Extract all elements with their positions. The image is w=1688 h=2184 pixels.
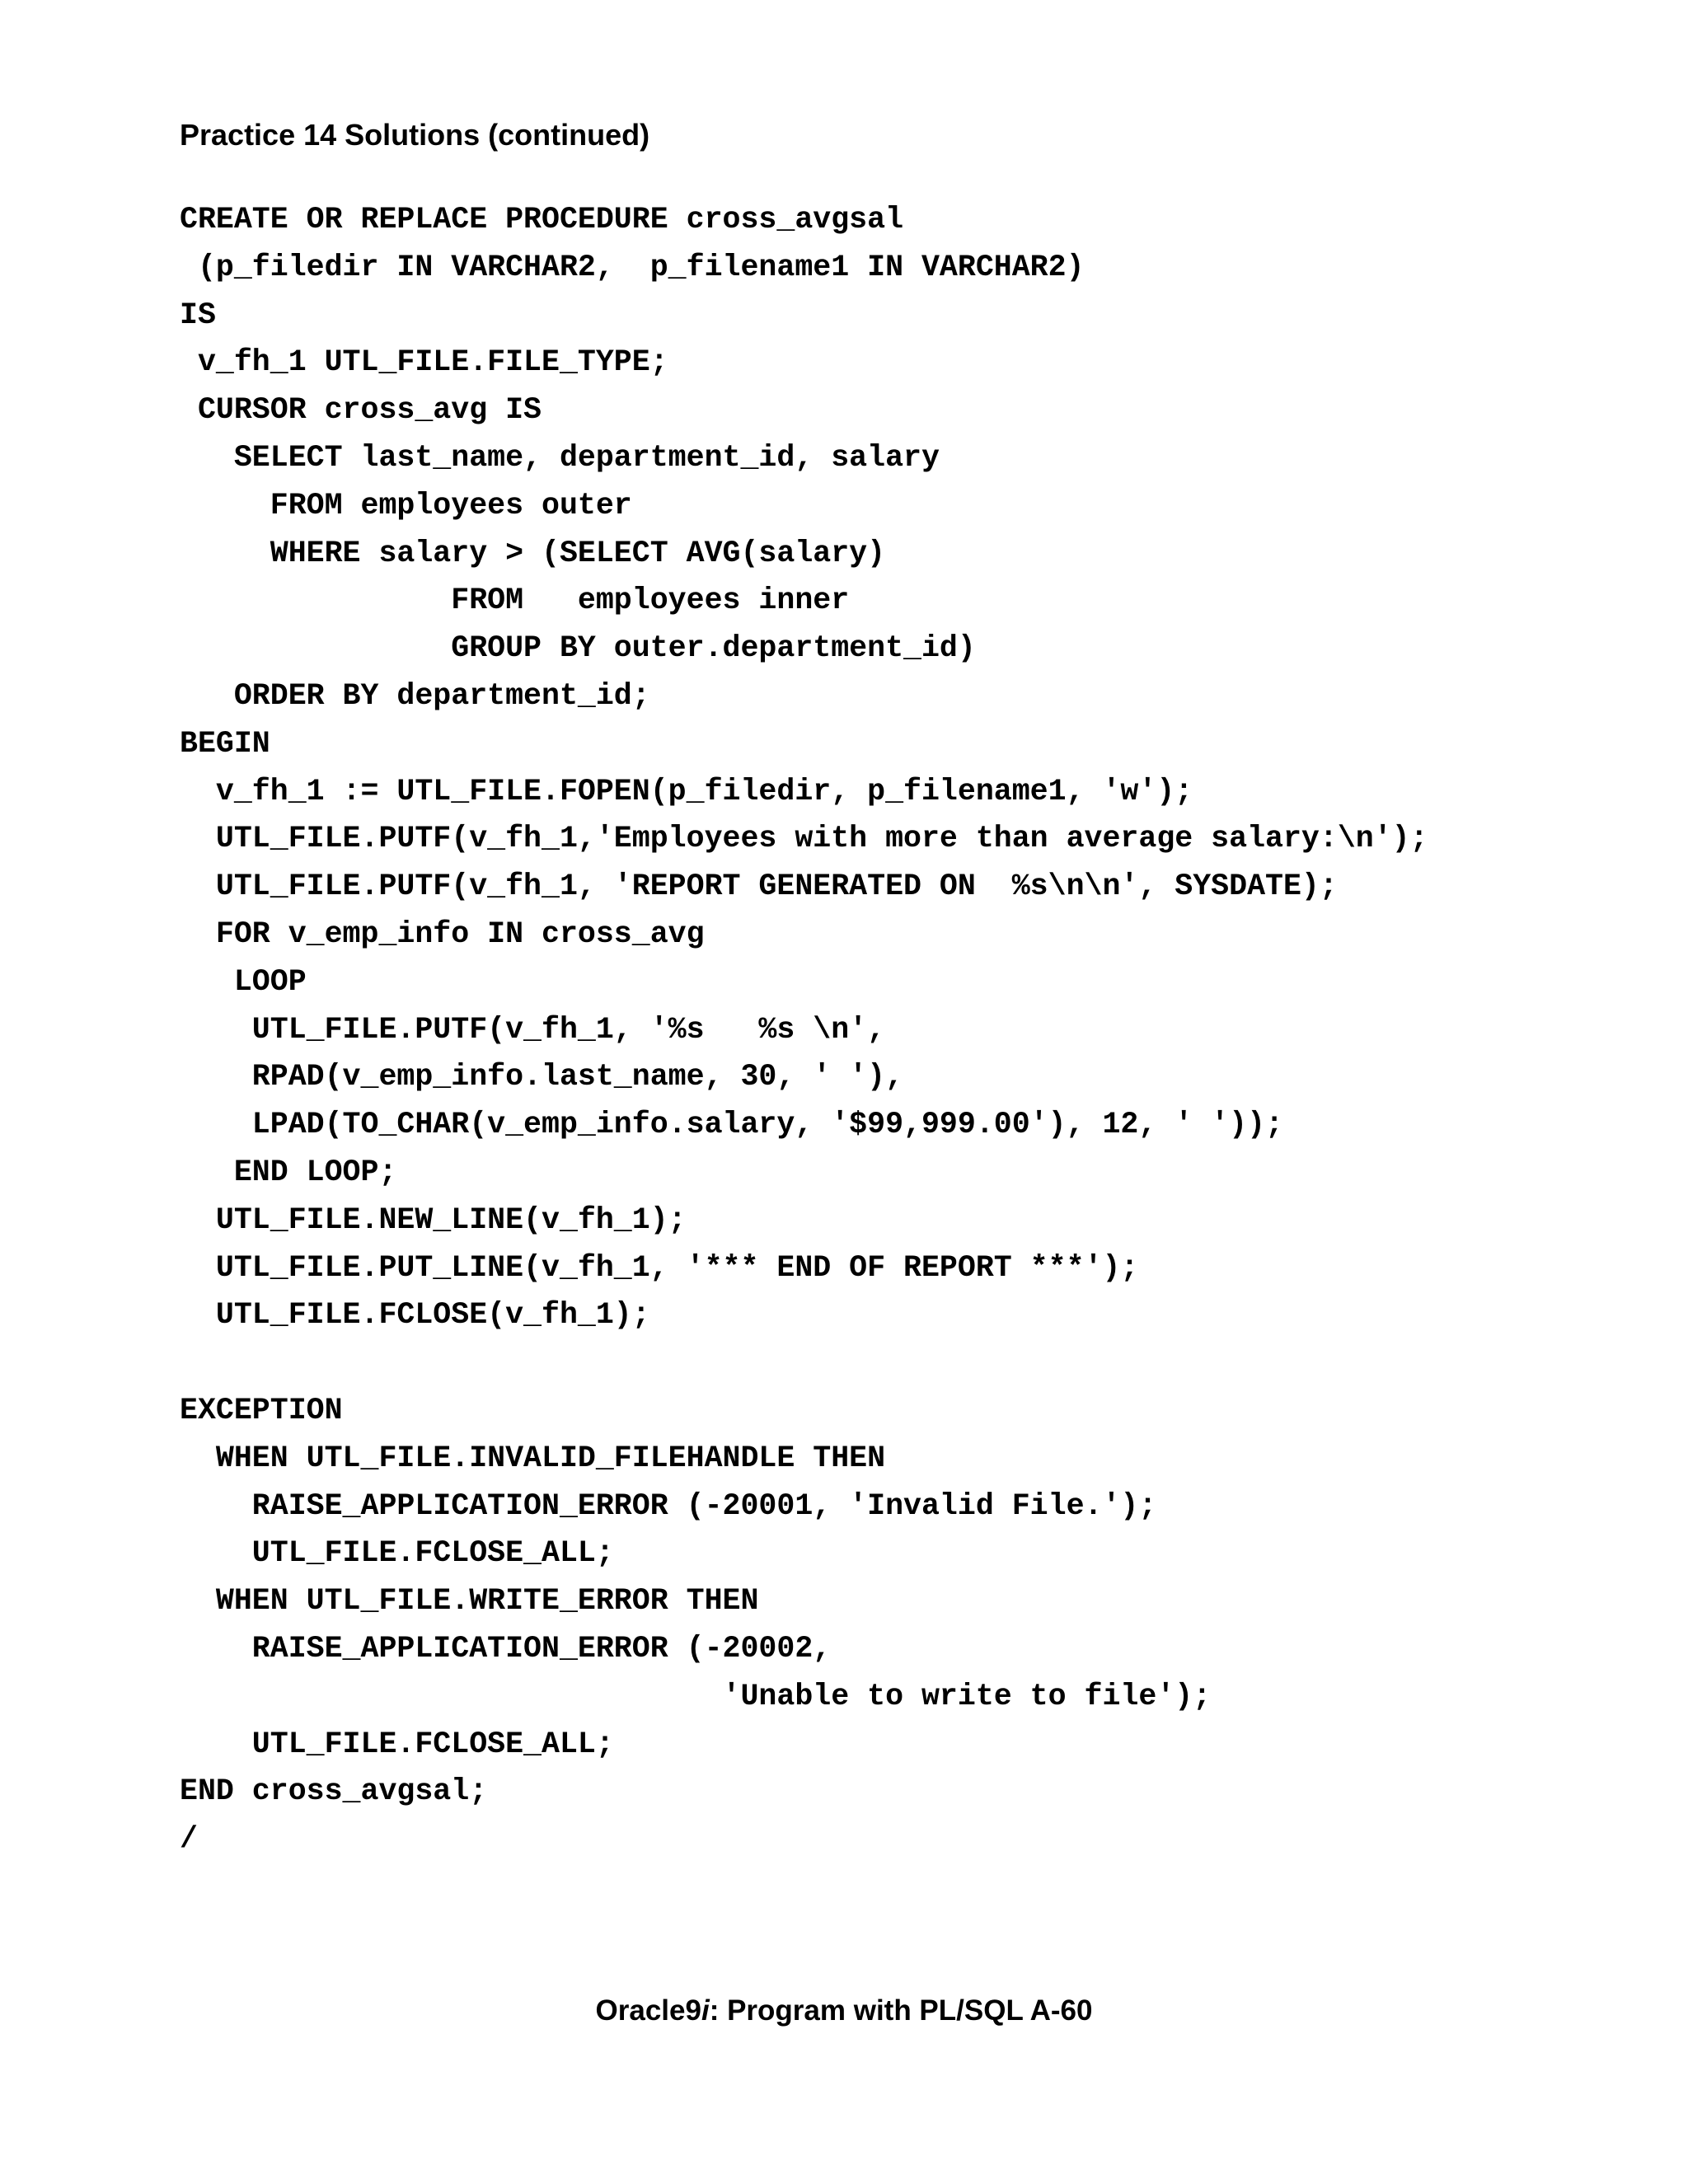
- code-line: RAISE_APPLICATION_ERROR (-20002,: [180, 1631, 832, 1666]
- code-line: ORDER BY department_id;: [180, 678, 650, 713]
- code-line: BEGIN: [180, 726, 270, 761]
- code-line: (p_filedir IN VARCHAR2, p_filename1 IN VARCHAR2): [180, 250, 1085, 284]
- code-line: UTL_FILE.FCLOSE(v_fh_1);: [180, 1298, 650, 1333]
- page-footer: [0, 1991, 1688, 2031]
- footer-page-label: : Program with PL/SQL A-60: [709, 1994, 1093, 2027]
- code-line: WHEN UTL_FILE.WRITE_ERROR THEN: [180, 1584, 759, 1619]
- code-line: CREATE OR REPLACE PROCEDURE cross_avgsal: [180, 203, 904, 237]
- code-line: UTL_FILE.PUT_LINE(v_fh_1, '*** END OF REPORT ***');: [180, 1250, 1139, 1285]
- code-line: UTL_FILE.FCLOSE_ALL;: [180, 1536, 614, 1571]
- code-line: FROM employees inner: [180, 583, 850, 618]
- code-line: RAISE_APPLICATION_ERROR (-20001, 'Invalid File.');: [180, 1488, 1157, 1523]
- code-line: UTL_FILE.NEW_LINE(v_fh_1);: [180, 1202, 687, 1237]
- code-line: v_fh_1 UTL_FILE.FILE_TYPE;: [180, 345, 668, 380]
- code-line: FOR v_emp_info IN cross_avg: [180, 916, 705, 951]
- code-line: END LOOP;: [180, 1155, 397, 1189]
- code-line: SELECT last_name, department_id, salary: [180, 440, 940, 475]
- code-block: [180, 196, 1428, 1863]
- code-line: UTL_FILE.PUTF(v_fh_1, 'REPORT GENERATED ON %s\n\n', SYSDATE);: [180, 869, 1338, 904]
- code-line: LPAD(TO_CHAR(v_emp_info.salary, '$99,999.00'), 12, ' '));: [180, 1108, 1283, 1142]
- code-line: LOOP: [180, 964, 307, 999]
- code-line: WHEN UTL_FILE.INVALID_FILEHANDLE THEN: [180, 1441, 886, 1475]
- code-line: RPAD(v_emp_info.last_name, 30, ' '),: [180, 1060, 904, 1094]
- code-line: IS: [180, 298, 216, 332]
- code-line: 'Unable to write to file');: [180, 1679, 1212, 1713]
- code-line: FROM employees outer: [180, 488, 632, 523]
- code-line: UTL_FILE.PUTF(v_fh_1, '%s %s \n',: [180, 1012, 886, 1047]
- code-line: v_fh_1 := UTL_FILE.FOPEN(p_filedir, p_filename1, 'w');: [180, 774, 1193, 808]
- code-line: GROUP BY outer.department_id): [180, 631, 976, 666]
- page-title: Practice 14 Solutions (continued): [180, 118, 650, 152]
- footer-product-italic: i: [701, 1994, 710, 2027]
- code-line: UTL_FILE.PUTF(v_fh_1,'Employees with more than average salary:\n');: [180, 822, 1428, 856]
- code-line: CURSOR cross_avg IS: [180, 393, 542, 428]
- code-line: /: [180, 1822, 198, 1857]
- footer-product-prefix: Oracle9: [595, 1994, 701, 2027]
- code-line: EXCEPTION: [180, 1393, 343, 1427]
- code-line: [180, 1339, 1428, 1387]
- code-line: WHERE salary > (SELECT AVG(salary): [180, 536, 886, 570]
- code-line: UTL_FILE.FCLOSE_ALL;: [180, 1727, 614, 1761]
- code-line: END cross_avgsal;: [180, 1774, 488, 1809]
